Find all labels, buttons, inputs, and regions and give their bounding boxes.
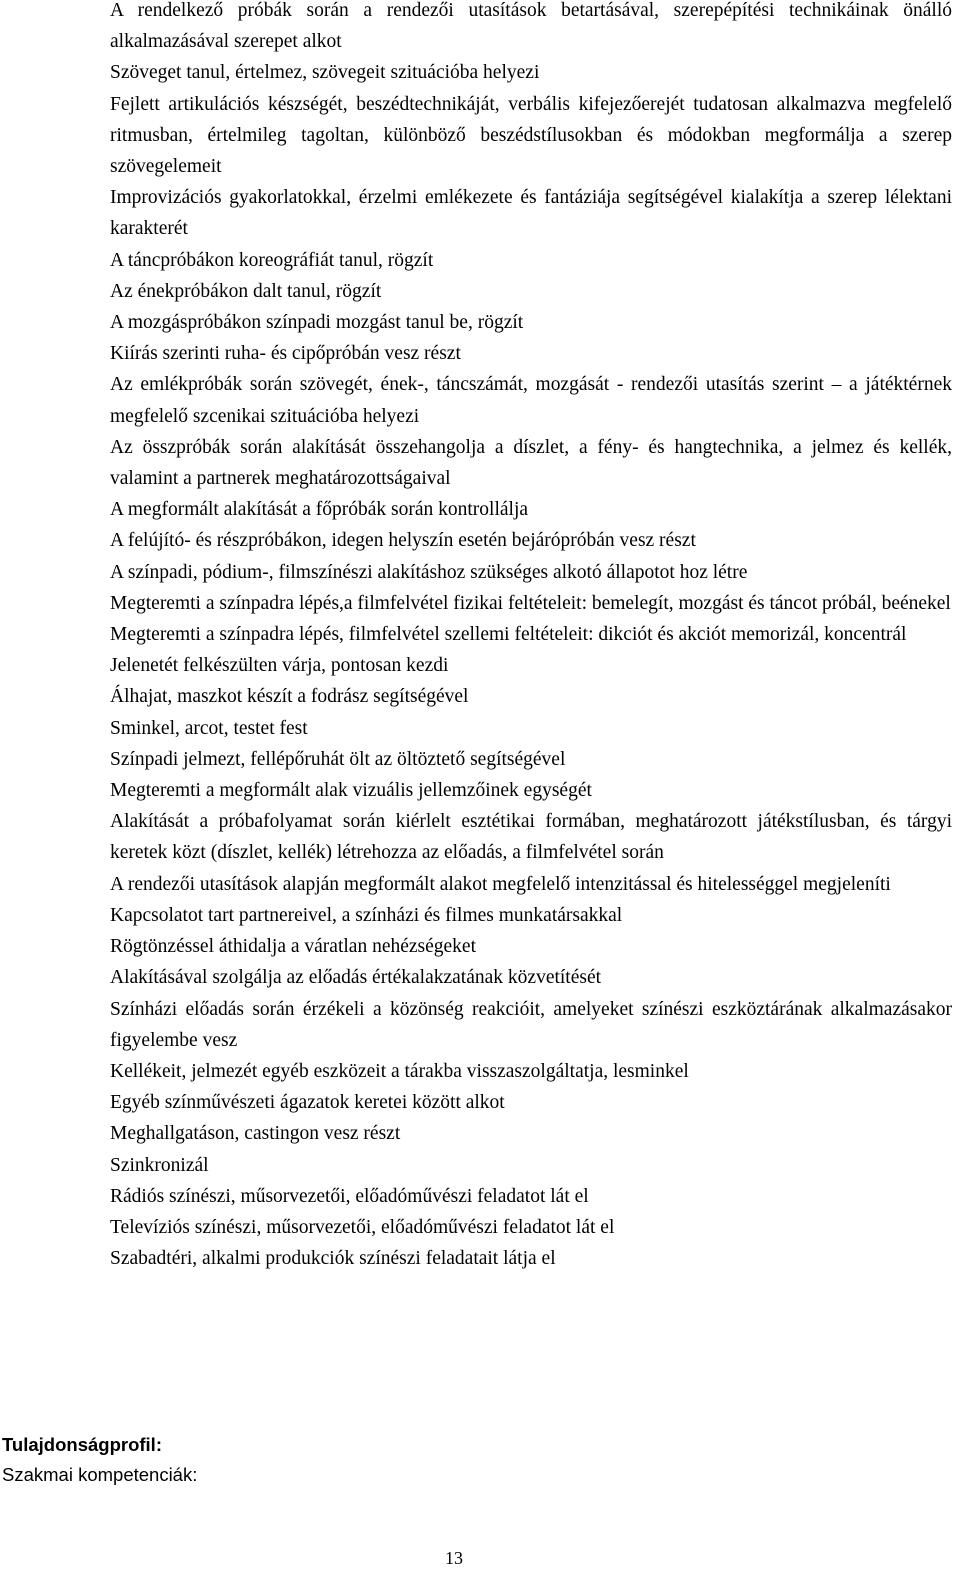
list-item: A rendelkező próbák során a rendezői utasítások betartásával, szerepépítési technikáinak önálló alkalmazásával szerepet alkot [110,0,952,53]
list-item: Rögtönzéssel áthidalja a váratlan nehézségeket [110,936,477,958]
list-item: Kapcsolatot tart partnereivel, a színházi és filmes munkatársakkal [110,904,623,926]
list-item: Szinkronizál [110,1154,209,1176]
list-item: Az emlékpróbák során szövegét, ének-, táncszámát, mozgását - rendezői utasítás szerint – a játéktérnek megfelelő szcenikai szituációba helyezi [110,374,952,427]
list-item: Jelenetét felkészülten várja, pontosan kezdi [110,655,449,677]
profile-subheading: Szakmai kompetenciák: [2,1464,198,1485]
list-item: Megteremti a megformált alak vizuális jellemzőinek egységét [110,780,592,802]
list-item: A megformált alakítását a főpróbák során kontrollálja [110,499,529,521]
list-item: A színpadi, pódium-, filmszínészi alakításhoz szükséges alkotó állapotot hoz létre [110,561,748,583]
list-item: Színházi előadás során érzékeli a közönség reakcióit, amelyeket színészi eszköztárának alkalmazásakor figyelembe vesz [110,998,952,1051]
list-item: Egyéb színművészeti ágazatok keretei között alkot [110,1092,505,1114]
list-item: Az összpróbák során alakítását összehangolja a díszlet, a fény- és hangtechnika, a jelmez és kellék, valamint a partnerek meghatározottságaival [110,436,952,490]
list-item: Meghallgatáson, castingon vesz részt [110,1123,401,1145]
list-item: Szabadtéri, alkalmi produkciók színészi feladatait látja el [110,1248,556,1270]
list-item: Sminkel, arcot, testet fest [110,717,308,739]
page-number: 13 [445,1548,463,1568]
list-item: Álhajat, maszkot készít a fodrász segítségével [110,686,469,708]
list-item: Kellékeit, jelmezét egyéb eszközeit a tárakba visszaszolgáltatja, lesminkel [110,1060,689,1082]
list-item: A felújító- és részpróbákon, idegen helyszín esetén bejárópróbán vesz részt [110,530,696,552]
list-item: Fejlett artikulációs készségét, beszédtechnikáját, verbális kifejezőerejét tudatosan alkalmazva megfelelő ritmusban, értelmileg tagoltan, különböző beszédstílusokban és módokban megformálja a szerep szövegelemeit [110,93,952,178]
list-item: A táncpróbákon koreográfiát tanul, rögzít [110,249,434,271]
list-item: Alakítását a próbafolyamat során kiérlelt esztétikai formában, meghatározott játékstílusban, és tárgyi keretek közt (díszlet, kellék) létrehozza az előadás, a filmfelvétel során [110,811,952,864]
list-item: Színpadi jelmezt, fellépőruhát ölt az öltöztető segítségével [110,748,566,770]
list-item: Megteremti a színpadra lépés,a filmfelvétel fizikai feltételeit: bemelegít, mozgást és táncot próbál, beénekel [110,592,951,614]
list-item: Improvizációs gyakorlatokkal, érzelmi emlékezete és fantáziája segítségével kialakítja a szerep lélektani karakterét [110,187,952,240]
list-item: Szöveget tanul, értelmez, szövegeit szituációba helyezi [110,62,540,84]
profile-heading: Tulajdonságprofil: [2,1434,162,1455]
list-item: Kiírás szerinti ruha- és cipőpróbán vesz részt [110,343,461,365]
list-item: A mozgáspróbákon színpadi mozgást tanul be, rögzít [110,312,524,334]
list-item: Alakításával szolgálja az előadás értékalakzatának közvetítését [110,967,602,989]
competency-list [110,0,952,1274]
list-item: Az énekpróbákon dalt tanul, rögzít [110,280,382,302]
list-item: Rádiós színészi, műsorvezetői, előadóművészi feladatot lát el [110,1185,589,1207]
list-item: Megteremti a színpadra lépés, filmfelvétel szellemi feltételeit: dikciót és akciót memorizál, koncentrál [110,624,907,646]
profile-section [2,1430,197,1490]
list-item: Televíziós színészi, műsorvezetői, előadóművészi feladatot lát el [110,1216,615,1238]
list-item: A rendezői utasítások alapján megformált alakot megfelelő intenzitással és hitelességgel megjeleníti [110,873,891,895]
